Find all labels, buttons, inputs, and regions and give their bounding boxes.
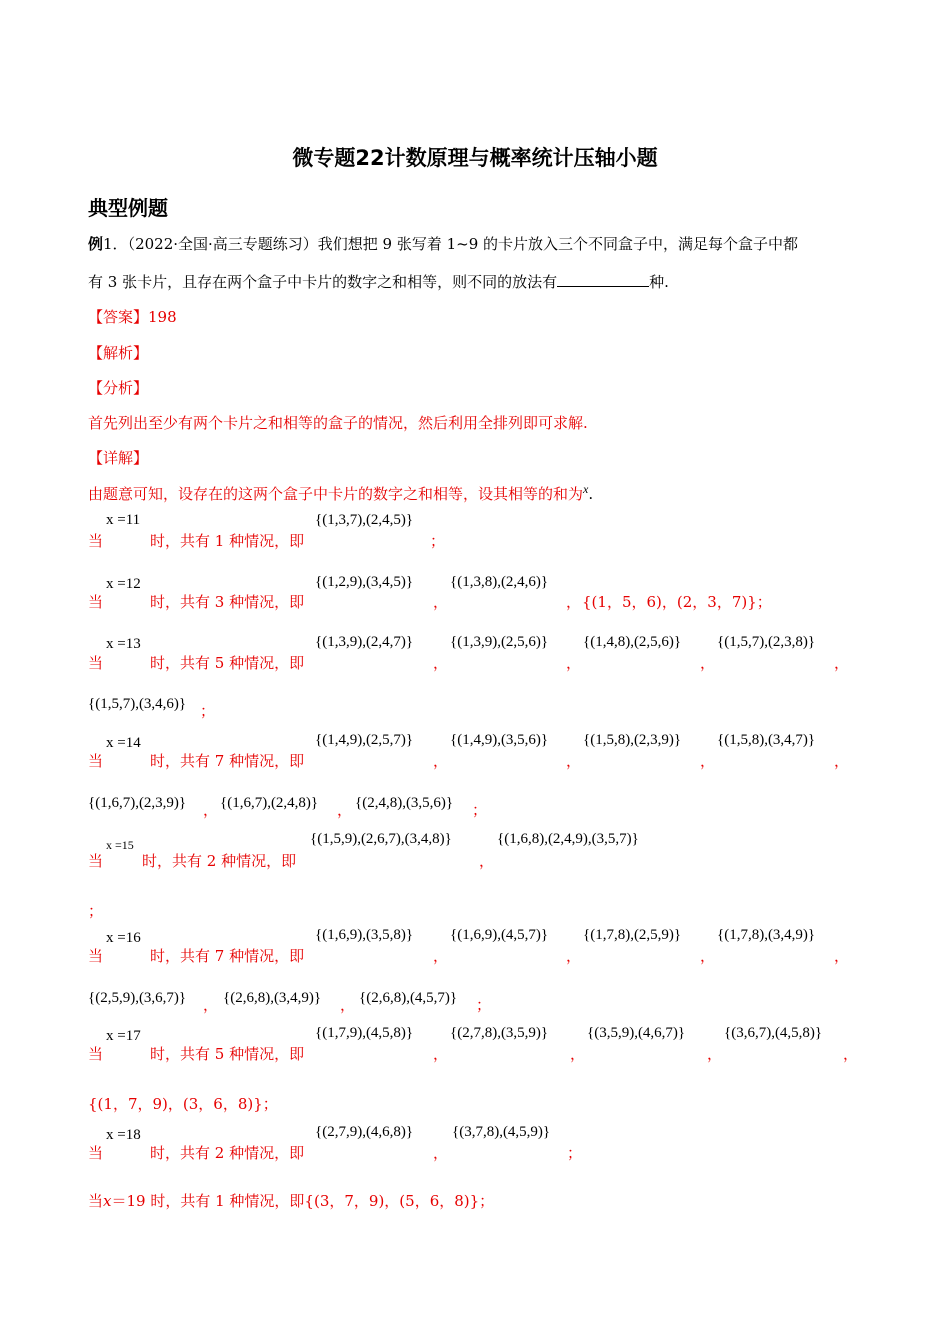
case-16-semicolon: ； <box>476 996 492 1014</box>
case-18-x: x =18 <box>106 1127 141 1143</box>
case-17-text: 时，共有 5 种情况，即 <box>150 1045 305 1063</box>
case-17-set-2: {(2,7,8),(3,5,9)} <box>450 1025 549 1041</box>
example-label: 例 <box>88 235 104 253</box>
case-16-comma-5: ， <box>203 996 219 1014</box>
case-14-set-4: {(1,5,8),(3,4,7)} <box>717 732 816 748</box>
case-16-set-4: {(1,7,8),(3,4,9)} <box>717 927 816 943</box>
case-14-dang: 当 <box>88 752 104 770</box>
case-16-comma-4: ， <box>834 947 850 965</box>
example-text-2-end: 种. <box>649 273 669 291</box>
case-17-comma-2: ， <box>570 1045 586 1063</box>
case-13-semicolon: ； <box>200 702 216 720</box>
example-text-2: 有 3 张卡片，且存在两个盒子中卡片的数字之和相等，则不同的放法有 <box>88 273 558 291</box>
case-14-set-5: {(1,6,7),(2,3,9)} <box>88 795 187 811</box>
case-16-dang: 当 <box>88 947 104 965</box>
case-13-comma-1: ， <box>433 654 449 672</box>
case-16-comma-2: ， <box>566 947 582 965</box>
case-13-set-5: {(1,5,7),(3,4,6)} <box>88 696 187 712</box>
intro-period: . <box>588 485 594 503</box>
case-13-comma-4: ， <box>834 654 850 672</box>
case-13-set-2: {(1,3,9),(2,5,6)} <box>450 634 549 650</box>
case-16-comma-3: ， <box>700 947 716 965</box>
case-12-comma-2: ， <box>566 593 582 611</box>
case-17-set-4: {(3,6,7),(4,5,8)} <box>724 1025 823 1041</box>
case-14-comma-5: ， <box>203 801 219 819</box>
case-14-set-6: {(1,6,7),(2,4,8)} <box>220 795 319 811</box>
case-11-set-1: {(1,3,7),(2,4,5)} <box>315 512 414 528</box>
case-13-set-1: {(1,3,9),(2,4,7)} <box>315 634 414 650</box>
case-14-comma-1: ， <box>433 752 449 770</box>
case-14-comma-6: ， <box>337 801 353 819</box>
case-19-x: x <box>103 1192 112 1210</box>
case-18-dang: 当 <box>88 1144 104 1162</box>
case-13-comma-3: ， <box>700 654 716 672</box>
intro-text <box>88 482 593 504</box>
case-19-line <box>88 1190 494 1211</box>
case-11-x: x =11 <box>106 512 141 528</box>
case-12-dang: 当 <box>88 593 104 611</box>
case-11-text: 时，共有 1 种情况，即 <box>150 532 305 550</box>
intro-sentence: 由题意可知，设存在的这两个盒子中卡片的数字之和相等，设其相等的和为 <box>88 485 584 503</box>
case-18-set-2: {(3,7,8),(4,5,9)} <box>452 1124 551 1140</box>
case-15-x: x =15 <box>106 838 134 852</box>
case-15-set-1: {(1,5,9),(2,6,7),(3,4,8)} <box>310 831 452 847</box>
jiexi-heading: 【解析】 <box>88 344 149 362</box>
case-13-comma-2: ， <box>566 654 582 672</box>
case-12-x: x =12 <box>106 576 141 592</box>
case-15-semicolon: ； <box>88 902 104 920</box>
case-17-x: x =17 <box>106 1028 141 1044</box>
case-14-set-1: {(1,4,9),(2,5,7)} <box>315 732 414 748</box>
example-text-1: （2022·全国·高三专题练习）我们想把 9 张写着 1~9 的卡片放入三个不同盒子中，满足每个盒子中都 <box>127 235 799 253</box>
case-16-comma-1: ， <box>433 947 449 965</box>
case-13-set-3: {(1,4,8),(2,5,6)} <box>583 634 682 650</box>
case-18-set-1: {(2,7,9),(4,6,8)} <box>315 1124 414 1140</box>
case-17-tail: {(1，7，9)，(3，6，8)}； <box>88 1095 278 1113</box>
fenxi-text: 首先列出至少有两个卡片之和相等的盒子的情况，然后利用全排列即可求解. <box>88 414 588 432</box>
case-14-comma-4: ， <box>834 752 850 770</box>
intro-variable: x <box>583 482 589 496</box>
case-14-set-2: {(1,4,9),(3,5,6)} <box>450 732 549 748</box>
case-15-set-2: {(1,6,8),(2,4,9),(3,5,7)} <box>497 831 639 847</box>
case-13-text: 时，共有 5 种情况，即 <box>150 654 305 672</box>
case-14-comma-2: ， <box>566 752 582 770</box>
case-12-text: 时，共有 3 种情况，即 <box>150 593 305 611</box>
example-number: 1． <box>103 235 128 253</box>
case-14-semicolon: ； <box>472 801 488 819</box>
case-17-comma-1: ， <box>433 1045 449 1063</box>
answer-blank <box>557 272 649 287</box>
case-18-comma: ， <box>433 1144 449 1162</box>
case-15-text: 时，共有 2 种情况，即 <box>142 852 297 870</box>
case-16-x: x =16 <box>106 930 141 946</box>
case-11-dang: 当 <box>88 532 104 550</box>
fenxi-heading: 【分析】 <box>88 379 149 397</box>
section-heading: 典型例题 <box>88 196 168 220</box>
case-19-text: ＝19 时，共有 1 种情况，即{(3，7，9)，(5，6，8)}； <box>111 1192 495 1210</box>
case-14-comma-3: ， <box>700 752 716 770</box>
case-16-set-7: {(2,6,8),(4,5,7)} <box>359 990 458 1006</box>
xiangjie-heading: 【详解】 <box>88 449 149 467</box>
case-14-x: x =14 <box>106 735 141 751</box>
case-12-set-1: {(1,2,9),(3,4,5)} <box>315 574 414 590</box>
case-15-comma: ， <box>479 852 495 870</box>
case-14-set-3: {(1,5,8),(2,3,9)} <box>583 732 682 748</box>
case-17-set-3: {(3,5,9),(4,6,7)} <box>587 1025 686 1041</box>
example-line-1 <box>88 233 798 254</box>
case-18-semicolon: ； <box>567 1144 583 1162</box>
case-13-set-4: {(1,5,7),(2,3,8)} <box>717 634 816 650</box>
case-17-comma-3: ， <box>707 1045 723 1063</box>
case-13-dang: 当 <box>88 654 104 672</box>
page-title: 微专题22计数原理与概率统计压轴小题 <box>292 146 658 170</box>
case-13-x: x =13 <box>106 636 141 652</box>
case-14-set-7: {(2,4,8),(3,5,6)} <box>355 795 454 811</box>
case-16-comma-6: ， <box>340 996 356 1014</box>
case-14-text: 时，共有 7 种情况，即 <box>150 752 305 770</box>
case-17-dang: 当 <box>88 1045 104 1063</box>
case-16-set-1: {(1,6,9),(3,5,8)} <box>315 927 414 943</box>
case-16-set-2: {(1,6,9),(4,5,7)} <box>450 927 549 943</box>
case-16-set-6: {(2,6,8),(3,4,9)} <box>223 990 322 1006</box>
case-19-dang: 当 <box>88 1192 104 1210</box>
case-12-comma-1: ， <box>433 593 449 611</box>
case-18-text: 时，共有 2 种情况，即 <box>150 1144 305 1162</box>
case-16-text: 时，共有 7 种情况，即 <box>150 947 305 965</box>
case-16-set-3: {(1,7,8),(2,5,9)} <box>583 927 682 943</box>
case-15-dang: 当 <box>88 852 104 870</box>
answer-line: 【答案】198 <box>88 308 177 326</box>
example-line-2 <box>88 271 669 292</box>
case-12-set-2: {(1,3,8),(2,4,6)} <box>450 574 549 590</box>
case-16-set-5: {(2,5,9),(3,6,7)} <box>88 990 187 1006</box>
case-12-tail: {(1，5，6)，(2，3，7)}； <box>582 593 772 611</box>
case-11-semicolon: ； <box>430 532 446 550</box>
case-17-comma-4: ， <box>843 1045 859 1063</box>
case-17-set-1: {(1,7,9),(4,5,8)} <box>315 1025 414 1041</box>
